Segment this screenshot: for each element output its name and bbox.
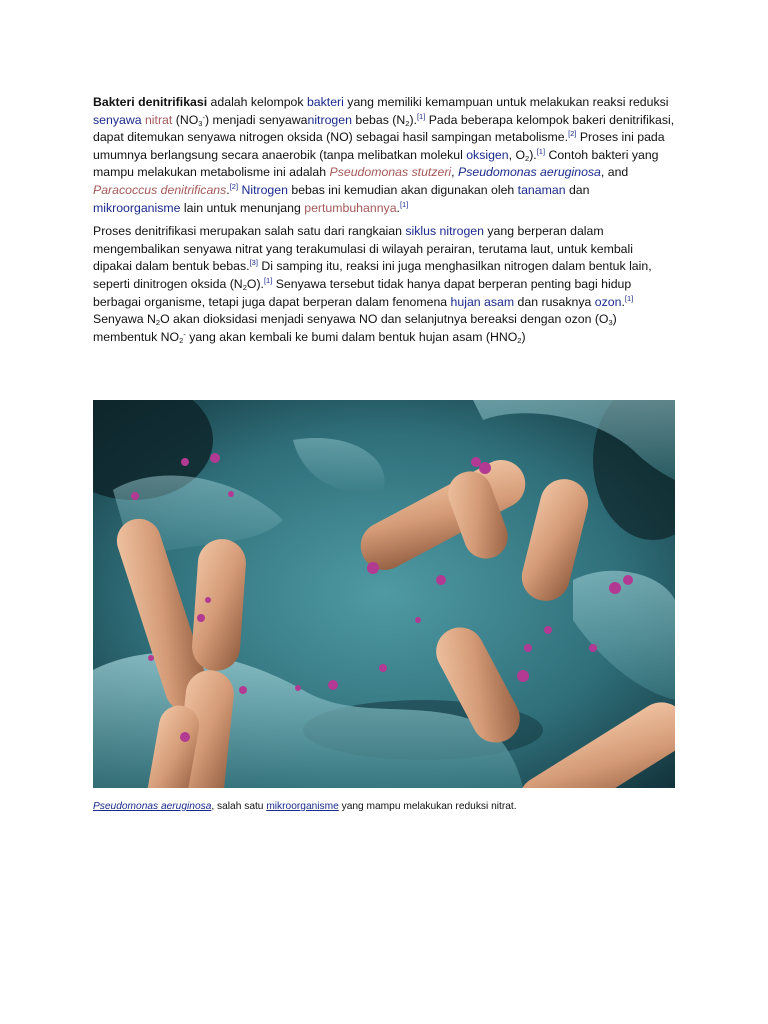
reference-link[interactable]: [1] bbox=[416, 111, 426, 121]
link-siklus-nitrogen[interactable]: siklus nitrogen bbox=[405, 224, 484, 239]
link-pertumbuhannya[interactable]: pertumbuhannya bbox=[304, 200, 397, 215]
link-hujan-asam[interactable]: hujan asam bbox=[450, 294, 515, 309]
link-senyawa[interactable]: senyawa bbox=[93, 112, 142, 127]
reference-link[interactable]: [2] bbox=[229, 181, 239, 191]
article-content bbox=[93, 94, 675, 346]
paragraph-1: Bakteri denitrifikasi adalah kelompok bakteri yang memiliki kemampuan untuk melakukan reaksi reduksi senyawa nitrat $(NO_3^-)$ menjadi senyawanitrogen bebas $(N_2).[1]$ Pada beberapa kelompok bakeri denitrifikasi, dapat ditemukan senyawa nitrogen oksida (NO) sebagai hasil sampingan metabolisme.[2] Proses ini pada umumnya berlangsung secara anaerobik (tanpa melibatkan molekul oksigen, $O_2).[1]$ Contoh bakteri yang mampu melakukan metabolisme ini adalah Pseudomonas stutzeri, Pseudomonas aeruginosa, and Paracoccus denitrificans.[2] Nitrogen bebas ini kemudian akan digunakan oleh tanaman dan mikroorganisme lain untuk menunjang pertumbuhannya.[1] bbox=[93, 95, 675, 215]
paragraph-2: Proses denitrifikasi merupakan salah satu dari rangkaian siklus nitrogen yang berperan dalam mengembalikan senyawa nitrat yang terakumulasi di wilayah perairan, terutama laut, untuk kembali dipakai dalam bentuk bebas.[3] Di samping itu, reaksi ini juga menghasilkan nitrogen dalam bentuk lain, seperti dinitrogen oksida $(N_2O).[1]$ Senyawa tersebut tidak hanya dapat berperan penting bagi hidup berbagai organisme, tetapi juga dapat berperan dalam fenomena hujan asam dan rusaknya ozon.[1] Senyawa $N_2O$ akan dioksidasi menjadi senyawa NO dan selanjutnya bereaksi dengan ozon $(O_3)$ membentuk $NO_2^-$ yang akan kembali ke bumi dalam bentuk hujan asam $(HNO_2)$ bbox=[93, 224, 652, 345]
caption-link-mikroorganisme[interactable]: mikroorganisme bbox=[266, 801, 339, 812]
link-pseudomonas-stutzeri[interactable]: Pseudomonas stutzeri bbox=[329, 165, 452, 180]
bacterium-rod bbox=[190, 537, 247, 672]
figure-caption: Pseudomonas aeruginosa, salah satu mikroorganisme yang mampu melakukan reduksi nitrat. bbox=[93, 801, 517, 812]
link-pseudomonas-aeruginosa[interactable]: Pseudomonas aeruginosa bbox=[458, 165, 601, 180]
link-mikroorganisme[interactable]: mikroorganisme bbox=[93, 200, 181, 215]
reference-link[interactable]: [3] bbox=[249, 258, 258, 268]
term-bold: Bakteri denitrifikasi bbox=[93, 95, 208, 109]
link-nitrogen[interactable]: nitrogen bbox=[307, 112, 352, 127]
link-oksigen[interactable]: oksigen bbox=[466, 147, 509, 162]
caption-link-pseudomonas-aeruginosa[interactable]: Pseudomonas aeruginosa bbox=[93, 801, 212, 812]
link-paracoccus-denitrificans[interactable]: Paracoccus denitrificans bbox=[93, 182, 227, 197]
link-bakteri[interactable]: bakteri bbox=[306, 95, 344, 109]
link-ozon[interactable]: ozon bbox=[594, 294, 622, 309]
micrograph-image[interactable] bbox=[93, 400, 675, 788]
bacteria-micrograph-illustration bbox=[93, 400, 675, 788]
link-tanaman[interactable]: tanaman bbox=[517, 182, 566, 197]
reference-link[interactable]: [2] bbox=[568, 129, 577, 139]
reference-link[interactable]: [1] bbox=[624, 293, 634, 303]
reference-link[interactable]: [1] bbox=[263, 275, 273, 285]
link-nitrogen-2[interactable]: Nitrogen bbox=[241, 182, 288, 197]
reference-link[interactable]: [1] bbox=[399, 199, 409, 209]
reference-link[interactable]: [1] bbox=[536, 146, 546, 156]
link-nitrat[interactable]: nitrat bbox=[144, 112, 173, 127]
